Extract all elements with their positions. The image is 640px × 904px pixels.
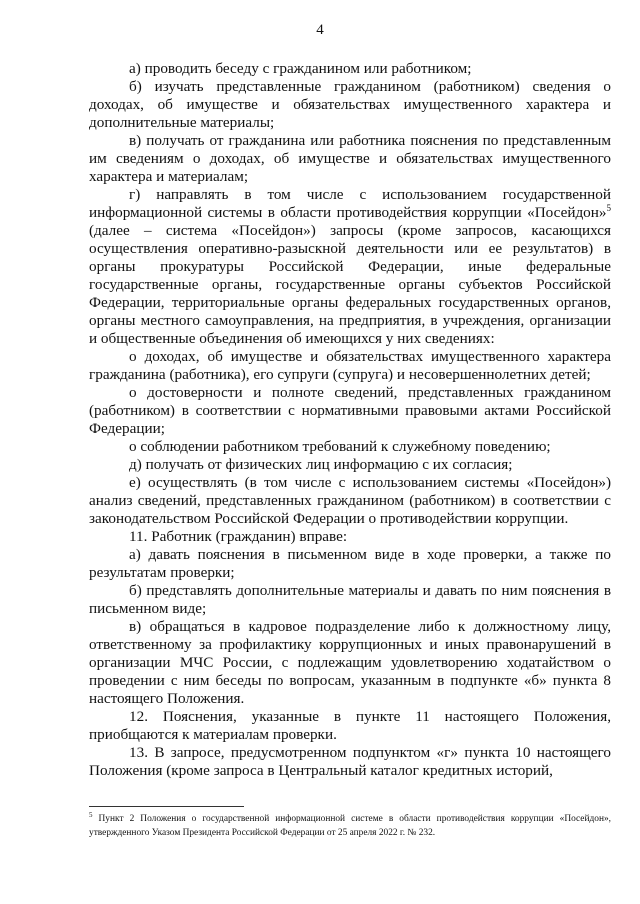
paragraph: е) осуществлять (в том числе с использованием системы «Посейдон») анализ сведений, представленных гражданином (работником) в соответствии с законодательством Российской Федерации о противодействии коррупции. bbox=[89, 474, 611, 527]
paragraph: о доходах, об имуществе и обязательствах имущественного характера гражданина (работника), его супруги (супруга) и несовершеннолетних детей; bbox=[89, 348, 611, 383]
footnote-divider bbox=[89, 806, 244, 807]
paragraph: а) проводить беседу с гражданином или работником; bbox=[129, 60, 472, 77]
document-body bbox=[89, 60, 611, 780]
footnote-reference[interactable]: 5 bbox=[606, 202, 611, 213]
paragraph: 11. Работник (гражданин) вправе: bbox=[129, 528, 348, 545]
paragraph: б) представлять дополнительные материалы и давать по ним пояснения в письменном виде; bbox=[89, 582, 611, 617]
paragraph: в) получать от гражданина или работника пояснения по представленным им сведениям о доходах, об имуществе и обязательствах имущественного характера и материалам; bbox=[89, 132, 611, 185]
footnote-text: Пункт 2 Положения о государственной информационной системе в области противодействия коррупции «Посейдон», утвержденного Указом Президента Российской Федерации от 25 апреля 2022 г. № 232. bbox=[89, 814, 611, 838]
page-number: 4 bbox=[316, 22, 324, 38]
paragraph: а) давать пояснения в письменном виде в ходе проверки, а также по результатам проверки; bbox=[89, 546, 611, 581]
paragraph: о соблюдении работником требований к служебному поведению; bbox=[129, 438, 551, 455]
paragraph: в) обращаться в кадровое подразделение либо к должностному лицу, ответственному за профилактику коррупционных и иных правонарушений в организации МЧС России, с подлежащим удовлетворению ходатайством о проведении с ним беседы по вопросам, указанным в подпункте «б» пункта 8 настоящего Положения. bbox=[89, 618, 611, 707]
footnote bbox=[89, 812, 611, 840]
paragraph: 13. В запросе, предусмотренном подпунктом «г» пункта 10 настоящего Положения (кроме запроса в Центральный каталог кредитных историй, bbox=[89, 744, 611, 779]
paragraph-g-lead: г) направлять в том числе с использованием государственной информационной системы в области противодействия коррупции «Посейдон» bbox=[89, 186, 611, 221]
paragraph: о достоверности и полноте сведений, представленных гражданином (работником) в соответствии с нормативными правовыми актами Российской Федерации; bbox=[89, 384, 611, 437]
paragraph: б) изучать представленные гражданином (работником) сведения о доходах, об имуществе и обязательствах имущественного характера и дополнительные материалы; bbox=[89, 78, 611, 131]
paragraph: 12. Пояснения, указанные в пункте 11 настоящего Положения, приобщаются к материалам проверки. bbox=[89, 708, 611, 743]
paragraph-g-rest: (далее – система «Посейдон») запросы (кроме запросов, касающихся осуществления оперативно-разыскной деятельности или ее результатов) в органы прокуратуры Российской Федерации, иные федеральные государственные органы, государственные органы субъектов Российской Федерации, территориальные органы федеральных государственных органов, органы местного самоуправления, на предприятия, в учреждения, организации и общественные объединения об имеющихся у них сведениях: bbox=[89, 222, 611, 347]
paragraph: д) получать от физических лиц информацию с их согласия; bbox=[129, 456, 513, 473]
paragraph-g bbox=[89, 186, 611, 348]
footnote-mark: 5 bbox=[89, 810, 93, 819]
